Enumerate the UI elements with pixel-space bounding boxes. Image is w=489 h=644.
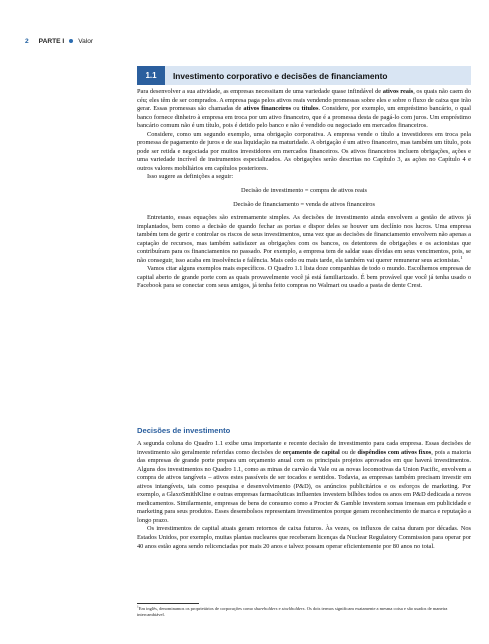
section-number: 1.1 (137, 66, 165, 85)
footnote: $^1$Em inglês, denominamos os proprietários de corporações como shareholders e stockholders. Os dois termos significam exatamente a mesma coisa e são usados de maneira intercambiável. (137, 604, 448, 617)
section-title: Investimento corporativo e decisões de financiamento (173, 70, 388, 81)
intro-text (137, 88, 471, 291)
equation: Decisão de financiamento = venda de ativos financeiros (233, 200, 375, 208)
footnote-number: 1 (137, 604, 139, 609)
part-label: PARTE I (38, 37, 65, 45)
running-head (25, 35, 93, 47)
subsection-heading: Decisões de investimento (137, 426, 231, 435)
paragraph: Isso sugere as definições a seguir: (147, 173, 234, 181)
paragraph: Os investimentos de capital atuais geram retornos de caixa futuros. Às vezes, os influxos de caixa duram por décadas. Nos Estados Unidos, por exemplo, muitas plantas nucleares que receberam licenças da Nuclear Regulatory Commission para operar por 40 anos estão agora sendo relicenciadas por mais 20 anos e talvez possam operar eficientemente por 80 anos no total. (137, 525, 471, 550)
paragraph: Vamos citar alguns exemplos mais específicos. O Quadro 1.1 lista doze companhias de todo o mundo. Escolhemos empresas de capital aberto de grande porte com as quais provavelmente você já está familiarizado. É bem provável que você já tenha usado o Facebook para se conectar com seus amigos, já tenha feito compras no Walmart ou usado a pasta de dente Crest. (137, 265, 471, 290)
footnote-divider (137, 603, 199, 604)
bullet-icon (69, 39, 73, 43)
paragraph: Entretanto, essas equações são extremamente simples. As decisões de investimento ainda envolvem a gestão de ativos já implantados, bem como a decisão de quando fechar as portas e dispor deles se houver um declínio nos lucros. Uma empresa também tem de gerir e controlar os riscos de seus investimentos, uma vez que as decisões de financiamento envolvem não apenas a captação de recursos, mas também satisfazer as obrigações com os bancos, os detentores de obrigações e os acionistas que contribuíram para os financiamentos no passado. Por exemplo, a empresa tem de saldar suas dívidas em seus vencimentos, pois, se não conseguir, isso acaba em insolvência e falência. Mais cedo ou mais tarde, ela também vai querer remunerar seus acionistas.$^1$ (137, 214, 471, 264)
subsection-text (137, 440, 471, 551)
paragraph: Para desenvolver a sua atividade, as empresas necessitam de uma variedade quase infindável de ativos reais, os quais não caem do céu; eles têm de ser comprados. A empresa paga pelos ativos reais vendendo promessas sobre eles e sobre o fluxo de caixa que irão gerar. Essas promessas são chamadas de ativos financeiros ou títulos. Considere, por exemplo, um empréstimo bancário, o qual banco fornece dinheiro à empresa em troca por um ativo financeiro, que é a promessa desta de pagá-lo com juros. Um empréstimo bancário comum não é um título, pois é detido pelo banco e não é vendido ou negociado em mercados financeiros. (137, 88, 472, 130)
footnote-ref[interactable]: 1 (460, 254, 463, 260)
page-number: 2 (25, 37, 29, 45)
paragraph: A segunda coluna do Quadro 1.1 exibe uma importante e recente decisão de investimento para cada empresa. Essas decisões de investimento são geralmente referidas como decisões de orçamento de capital ou de dispêndios com ativos fixos, pois a maioria das empresas de grande porte prepara um orçamento anual com os principais projetos aprovados em que haverá investimentos. Alguns dos investimentos no Quadro 1.1, como as minas de carvão da Vale ou as novas locomotivas da Union Pacific, envolvem a compra de ativos tangíveis – ativos estes passíveis de ser tocados e sentidos. Todavia, as empresas também precisam investir em ativos intangíveis, tais como pesquisa e desenvolvimento (P&D), os anúncios publicitários e os esforços de marketing. Por exemplo, a GlaxoSmithKline e outras empresas farmacêuticas influentes investem bilhões todos os anos em P&D dedicada a novos medicamentos. Similarmente, empresas de bens de consumo como a Procter & Gamble investem somas imensas em publicidade e marketing para seus produtos. Esses desembolsos representam investimentos porque geram reconhecimento de marca e reputação a longo prazo. (137, 440, 471, 524)
equation: Decisão de investimento = compra de ativos reais (240, 187, 367, 195)
paragraph: Considere, como um segundo exemplo, uma obrigação corporativa. A empresa vende o título a investidores em troca pela promessa de pagamento de juros e de sua liquidação na maturidade. A obrigação é um ativo financeiro, mas também um título, pois pode ser retida e negociada por muitos investidores em mercados financeiros. Os ativos financeiros incluem obrigações, ações e uma variedade incrível de instrumentos especializados. As obrigações serão descritas no Capítulo 3, as ações no Capítulo 4 e outros valores mobiliários em capítulos posteriores. (137, 130, 471, 172)
section-label: Valor (78, 37, 94, 45)
